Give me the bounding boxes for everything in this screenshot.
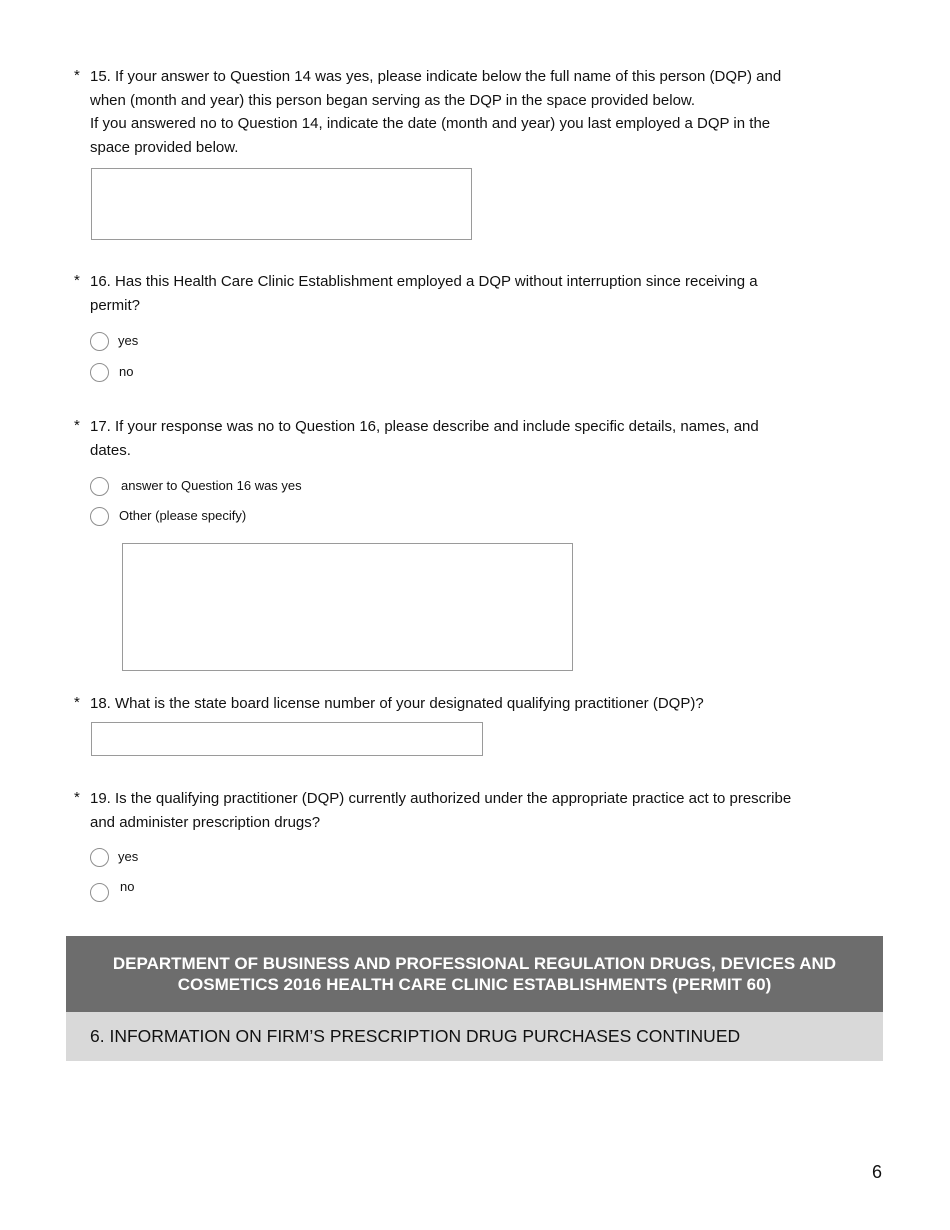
required-asterisk: * xyxy=(74,67,80,84)
question-16-text xyxy=(90,270,758,317)
page-number: 6 xyxy=(872,1162,883,1182)
required-asterisk: * xyxy=(74,272,80,289)
q17-other-textarea[interactable] xyxy=(122,543,573,671)
banner-line-1: DEPARTMENT OF BUSINESS AND PROFESSIONAL REGULATION DRUGS, DEVICES AND xyxy=(112,954,837,973)
section-heading: 6. INFORMATION ON FIRM’S PRESCRIPTION DRUG PURCHASES CONTINUED xyxy=(66,1012,883,1061)
q17-other-radio[interactable] xyxy=(90,507,109,526)
q17-yes-label: answer to Question 16 was yes xyxy=(121,478,302,493)
question-line: space provided below. xyxy=(90,138,239,156)
question-line: 16. Has this Health Care Clinic Establishment employed a DQP without interruption since receiving a xyxy=(90,273,758,290)
question-15-text xyxy=(90,65,781,159)
banner-line-2: COSMETICS 2016 HEALTH CARE CLINIC ESTABLISHMENTS (PERMIT 60) xyxy=(177,975,772,994)
question-line: 15. If your answer to Question 14 was yes, please indicate below the full name of this person (DQP) and xyxy=(90,68,782,85)
question-line: and administer prescription drugs? xyxy=(90,813,321,831)
question-line: 19. Is the qualifying practitioner (DQP) currently authorized under the appropriate practice act to prescribe xyxy=(90,790,792,807)
question-line: 18. What is the state board license number of your designated qualifying practitioner (DQP)? xyxy=(90,695,704,712)
q15-answer-textarea[interactable] xyxy=(91,168,472,240)
question-line: when (month and year) this person began serving as the DQP in the space provided below. xyxy=(90,91,696,109)
q16-yes-radio[interactable] xyxy=(90,332,109,351)
question-19-text xyxy=(90,787,791,834)
q16-no-label: no xyxy=(119,364,134,379)
q18-license-input[interactable] xyxy=(91,722,483,756)
question-line: 17. If your response was no to Question 16, please describe and include specific details, names, and xyxy=(90,418,759,435)
required-asterisk: * xyxy=(74,789,80,806)
q17-other-label: Other (please specify) xyxy=(119,508,247,523)
question-line: permit? xyxy=(90,296,141,314)
department-banner xyxy=(66,936,883,1012)
question-17-text xyxy=(90,415,759,462)
q16-no-radio[interactable] xyxy=(90,363,109,382)
required-asterisk: * xyxy=(74,417,80,434)
q19-yes-label: yes xyxy=(118,849,139,864)
question-line: dates. xyxy=(90,441,131,459)
required-asterisk: * xyxy=(74,694,80,711)
q19-yes-radio[interactable] xyxy=(90,848,109,867)
q19-no-radio[interactable] xyxy=(90,883,109,902)
q16-yes-label: yes xyxy=(118,333,139,348)
question-18-text xyxy=(90,692,704,716)
q19-no-label: no xyxy=(120,879,135,894)
question-line: If you answered no to Question 14, indicate the date (month and year) you last employed a DQP in the xyxy=(90,115,771,132)
q17-yes-radio[interactable] xyxy=(90,477,109,496)
